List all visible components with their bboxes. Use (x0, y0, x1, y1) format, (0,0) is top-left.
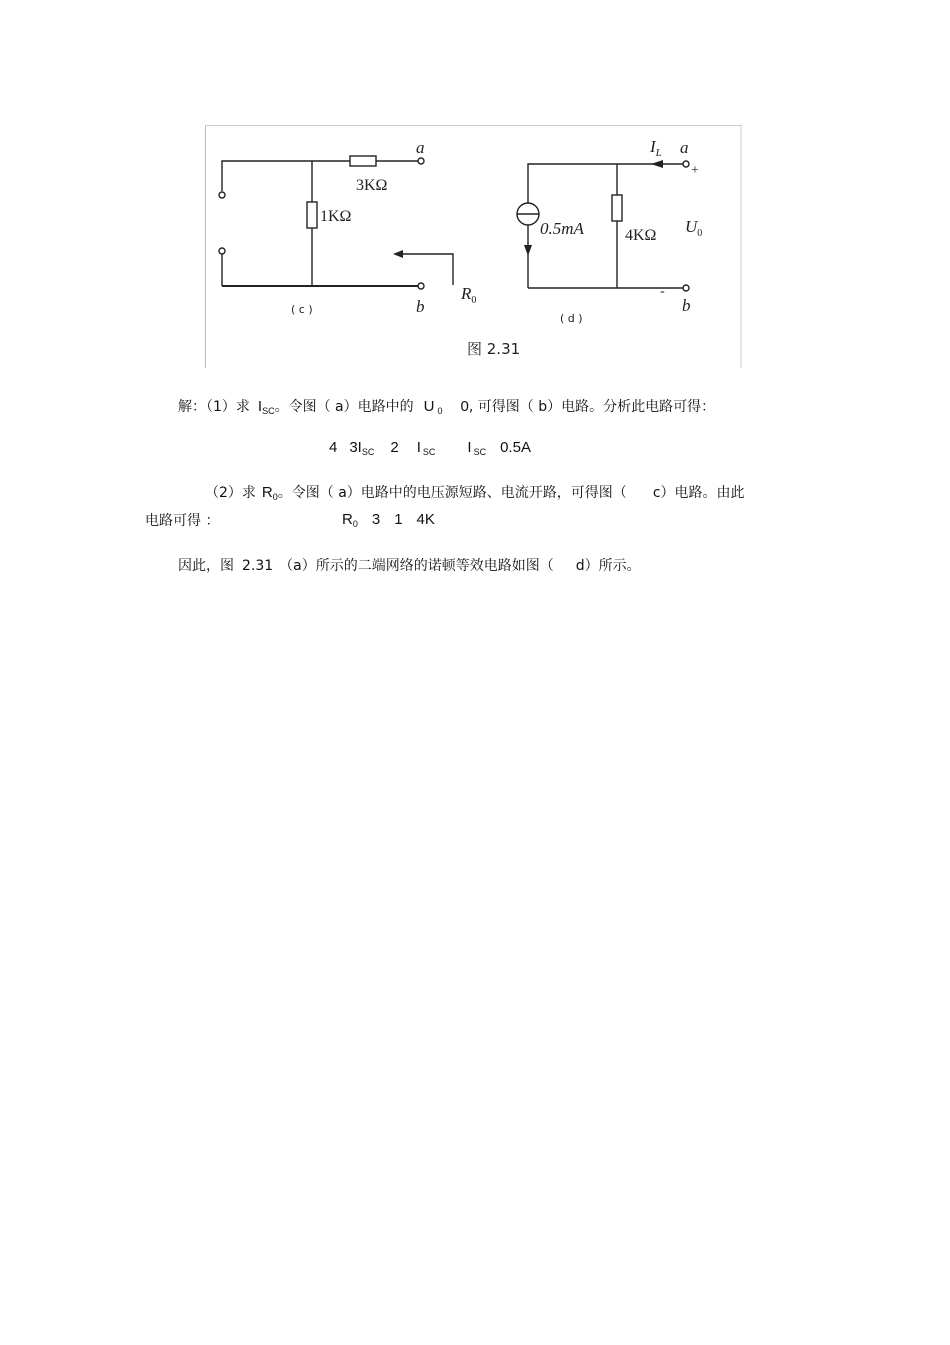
equation-isc: 4 $3I_{SC}$ 2 I $_{SC}$ I $_{SC}$ 0.5A (329, 439, 531, 457)
plus-sign: + (691, 163, 699, 178)
resistor-4k (612, 195, 622, 221)
equation-r0: $R_0$ 3 1 4K (342, 511, 435, 529)
label-il: $I_L$ (650, 137, 662, 159)
label-a-right: a (680, 138, 689, 157)
solution-line-3: 电路可得 ： (145, 513, 220, 529)
label-r0: $R_0$ (461, 284, 477, 306)
label-b-right: b (682, 296, 691, 315)
resistor-3k (350, 156, 376, 166)
resistor-1k (307, 202, 317, 228)
panel-label-c: ( c ) (291, 303, 313, 316)
terminal-a-node-right (683, 161, 689, 167)
terminal-a-node (418, 158, 424, 164)
panel-label-d: ( d ) (560, 312, 583, 325)
u0-symbol: U $_0$ (423, 398, 443, 416)
label-source: 0.5mA (540, 219, 584, 238)
label-1k: 1KΩ (320, 208, 352, 225)
terminal-b-node-right (683, 285, 689, 291)
figure-caption: 图 2.31 (467, 340, 521, 358)
label-a-left: a (416, 138, 425, 157)
isc-symbol: $I_{SC}$ (257, 398, 275, 416)
solution-line-1: 解：（1）求 $I_{SC}$。令图（ a）电路中的 U $_0$ 0, 可得图（ b）电路。分析此电路可得： (178, 398, 716, 416)
terminal-b-node (418, 283, 424, 289)
label-3k: 3KΩ (356, 177, 388, 194)
circuit-diagram (205, 125, 742, 368)
figure-2-31 (205, 125, 742, 368)
label-b-left: b (416, 297, 425, 316)
solution-line-4: 因此，图 2.31 （a）所示的二端网络的诺顿等效电路如图（ d）所示。 (178, 558, 641, 574)
minus-sign: - (660, 284, 665, 299)
solution-line-2: （2）求 $R_0$。令图（ a）电路中的电压源短路、电流开路，可得图（ c）电路。由此 (205, 484, 745, 502)
label-u0: $U_0$ (685, 217, 703, 239)
r0-symbol: $R_0$ (261, 484, 278, 502)
label-4k: 4KΩ (625, 227, 657, 244)
